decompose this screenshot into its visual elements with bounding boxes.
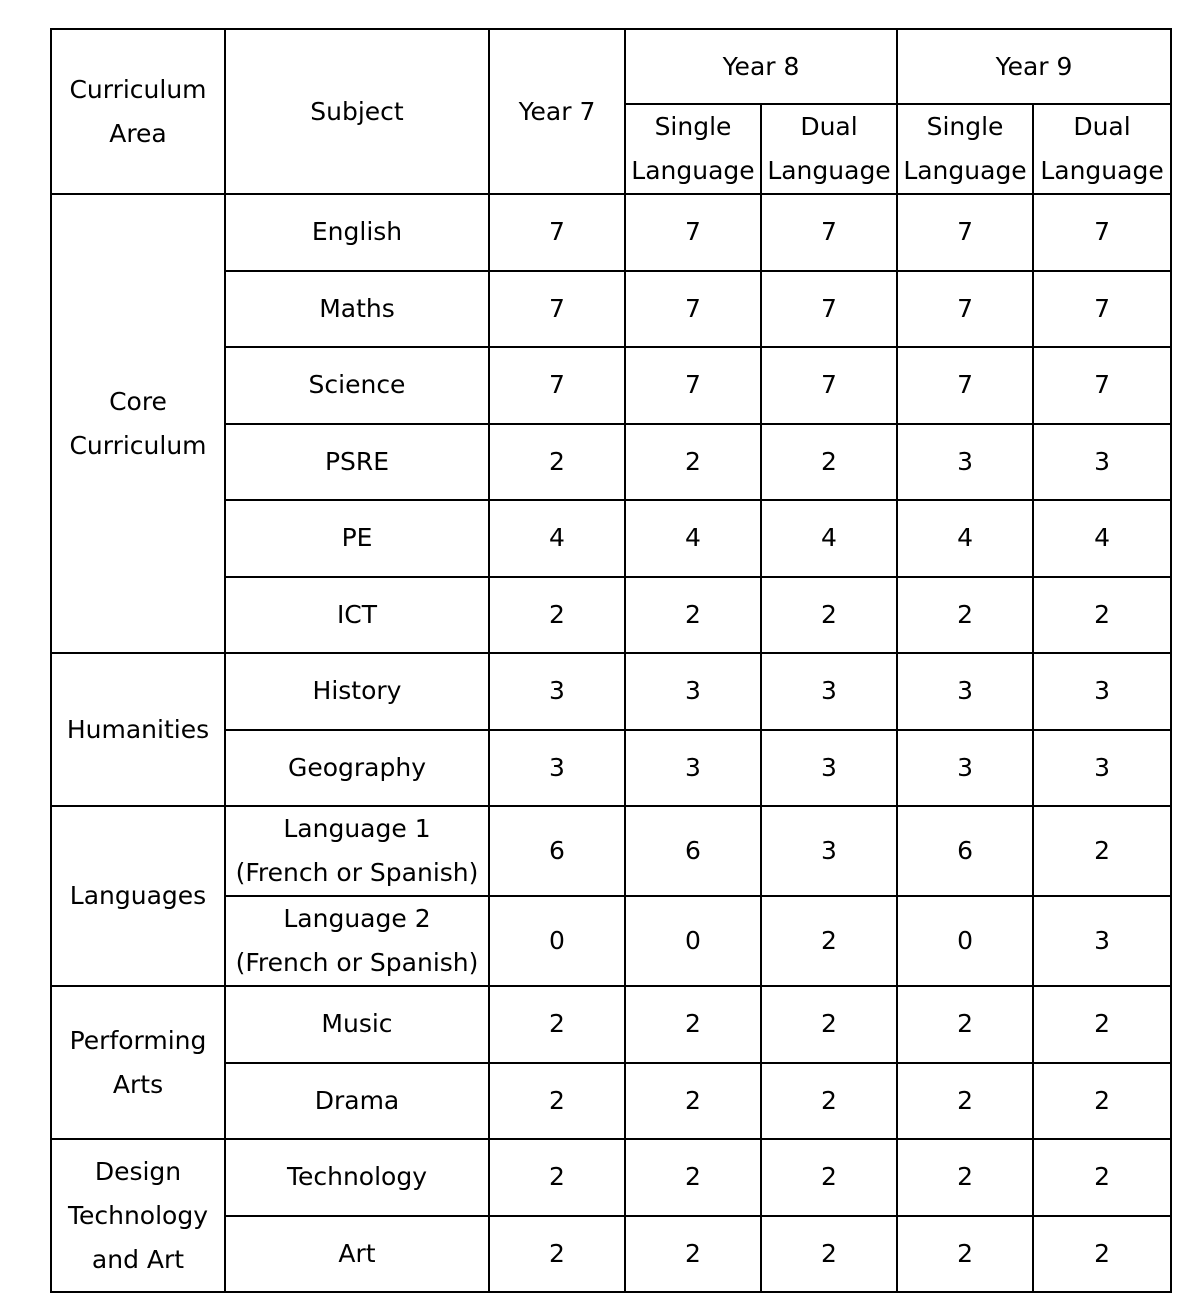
hours-cell-year7: 2 (489, 577, 625, 654)
hours-cell-year9-dual: 2 (1033, 1216, 1171, 1293)
hours-cell-year9-dual: 3 (1033, 896, 1171, 986)
header-year-8: Year 8 (625, 29, 897, 104)
hours-cell-year9-single: 3 (897, 653, 1033, 730)
hours-cell-year7: 2 (489, 1063, 625, 1140)
table-row (51, 806, 1171, 896)
table-row (51, 986, 1171, 1063)
table-row (51, 1139, 1171, 1216)
subject-cell: Maths (225, 271, 489, 348)
hours-cell-year9-single: 0 (897, 896, 1033, 986)
hours-cell-year9-single: 4 (897, 500, 1033, 577)
subject-cell: PE (225, 500, 489, 577)
header-year-7: Year 7 (489, 29, 625, 194)
hours-cell-year7: 2 (489, 1139, 625, 1216)
hours-cell-year9-single: 7 (897, 194, 1033, 271)
hours-cell-year8-single: 7 (625, 347, 761, 424)
hours-cell-year8-single: 2 (625, 424, 761, 501)
hours-cell-year7: 3 (489, 730, 625, 807)
hours-cell-year7: 2 (489, 424, 625, 501)
hours-cell-year8-single: 3 (625, 730, 761, 807)
hours-cell-year7: 6 (489, 806, 625, 896)
hours-cell-year8-dual: 7 (761, 347, 897, 424)
subject-cell: Language 2 (French or Spanish) (225, 896, 489, 986)
hours-cell-year9-single: 2 (897, 577, 1033, 654)
hours-cell-year9-single: 3 (897, 730, 1033, 807)
hours-cell-year8-dual: 2 (761, 1216, 897, 1293)
curriculum-table (50, 28, 1172, 1293)
hours-cell-year8-dual: 4 (761, 500, 897, 577)
hours-cell-year8-single: 6 (625, 806, 761, 896)
subject-cell: Technology (225, 1139, 489, 1216)
hours-cell-year8-dual: 2 (761, 577, 897, 654)
hours-cell-year8-dual: 3 (761, 806, 897, 896)
hours-cell-year8-single: 2 (625, 1216, 761, 1293)
header-year9-single-language: Single Language (897, 104, 1033, 194)
subject-cell: History (225, 653, 489, 730)
curriculum-area-cell: Performing Arts (51, 986, 225, 1139)
header-year8-dual-language: Dual Language (761, 104, 897, 194)
curriculum-area-cell: Design Technology and Art (51, 1139, 225, 1292)
hours-cell-year7: 7 (489, 194, 625, 271)
subject-cell: Music (225, 986, 489, 1063)
curriculum-area-cell: Humanities (51, 653, 225, 806)
table-body (51, 194, 1171, 1292)
hours-cell-year8-single: 4 (625, 500, 761, 577)
curriculum-area-cell: Languages (51, 806, 225, 986)
subject-cell: English (225, 194, 489, 271)
hours-cell-year8-single: 7 (625, 194, 761, 271)
hours-cell-year9-single: 2 (897, 1063, 1033, 1140)
hours-cell-year8-dual: 3 (761, 653, 897, 730)
hours-cell-year7: 3 (489, 653, 625, 730)
hours-cell-year9-dual: 7 (1033, 347, 1171, 424)
hours-cell-year9-dual: 7 (1033, 271, 1171, 348)
hours-cell-year9-dual: 3 (1033, 424, 1171, 501)
hours-cell-year9-dual: 7 (1033, 194, 1171, 271)
header-curriculum-area: Curriculum Area (51, 29, 225, 194)
hours-cell-year8-single: 2 (625, 986, 761, 1063)
subject-cell: Art (225, 1216, 489, 1293)
table-row (51, 194, 1171, 271)
hours-cell-year9-single: 2 (897, 1216, 1033, 1293)
header-year9-dual-language: Dual Language (1033, 104, 1171, 194)
subject-cell: Language 1 (French or Spanish) (225, 806, 489, 896)
hours-cell-year9-single: 6 (897, 806, 1033, 896)
hours-cell-year9-dual: 2 (1033, 1139, 1171, 1216)
hours-cell-year9-single: 3 (897, 424, 1033, 501)
hours-cell-year8-single: 2 (625, 1063, 761, 1140)
subject-cell: PSRE (225, 424, 489, 501)
hours-cell-year9-dual: 2 (1033, 986, 1171, 1063)
curriculum-area-cell: Core Curriculum (51, 194, 225, 653)
table-row (51, 653, 1171, 730)
hours-cell-year9-single: 7 (897, 347, 1033, 424)
table-header (51, 29, 1171, 194)
hours-cell-year7: 7 (489, 271, 625, 348)
hours-cell-year8-dual: 2 (761, 896, 897, 986)
header-subject: Subject (225, 29, 489, 194)
subject-cell: Drama (225, 1063, 489, 1140)
hours-cell-year9-dual: 3 (1033, 653, 1171, 730)
hours-cell-year7: 0 (489, 896, 625, 986)
hours-cell-year8-dual: 2 (761, 986, 897, 1063)
hours-cell-year9-single: 2 (897, 986, 1033, 1063)
hours-cell-year7: 4 (489, 500, 625, 577)
hours-cell-year9-dual: 2 (1033, 806, 1171, 896)
hours-cell-year8-dual: 2 (761, 424, 897, 501)
hours-cell-year9-single: 2 (897, 1139, 1033, 1216)
hours-cell-year8-single: 2 (625, 1139, 761, 1216)
hours-cell-year8-single: 7 (625, 271, 761, 348)
hours-cell-year9-dual: 3 (1033, 730, 1171, 807)
hours-cell-year8-dual: 2 (761, 1063, 897, 1140)
subject-cell: Geography (225, 730, 489, 807)
hours-cell-year8-dual: 2 (761, 1139, 897, 1216)
hours-cell-year9-dual: 2 (1033, 577, 1171, 654)
hours-cell-year8-dual: 3 (761, 730, 897, 807)
hours-cell-year9-dual: 4 (1033, 500, 1171, 577)
hours-cell-year8-single: 3 (625, 653, 761, 730)
subject-cell: ICT (225, 577, 489, 654)
hours-cell-year8-single: 2 (625, 577, 761, 654)
header-year-9: Year 9 (897, 29, 1171, 104)
hours-cell-year9-dual: 2 (1033, 1063, 1171, 1140)
hours-cell-year8-dual: 7 (761, 271, 897, 348)
hours-cell-year7: 2 (489, 1216, 625, 1293)
subject-cell: Science (225, 347, 489, 424)
hours-cell-year8-single: 0 (625, 896, 761, 986)
hours-cell-year7: 2 (489, 986, 625, 1063)
header-year8-single-language: Single Language (625, 104, 761, 194)
hours-cell-year9-single: 7 (897, 271, 1033, 348)
hours-cell-year7: 7 (489, 347, 625, 424)
hours-cell-year8-dual: 7 (761, 194, 897, 271)
